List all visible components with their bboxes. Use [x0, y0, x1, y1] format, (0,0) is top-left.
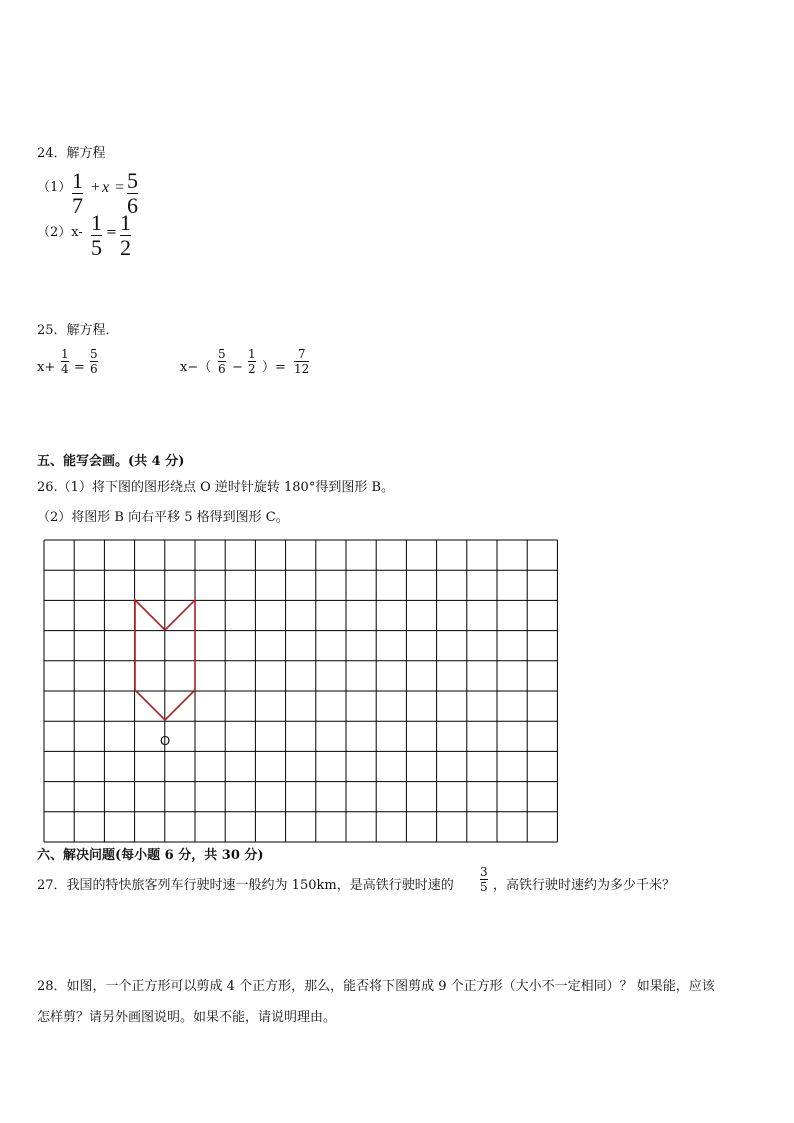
section6-title: 六、解决问题(每小题 6 分，共 30 分) — [37, 848, 264, 863]
q28-line2: 怎样剪？请另外画图说明。如果不能，请说明理由。 — [37, 1010, 337, 1025]
q27-text-pre: 27．我国的特快旅客列车行驶时速一般约为 150km，是高铁行驶时速的 — [37, 878, 454, 893]
q24-p1-label: （1） — [37, 180, 72, 195]
q25-e2-frac2: 1 2 — [248, 347, 256, 376]
q24-p2-frac1: 1 5 — [91, 210, 102, 260]
q25-e2-frac3: 7 12 — [294, 347, 310, 376]
q24-p2-eq: = — [106, 225, 117, 240]
q26-line1: 26.（1）将下图的图形绕点 O 逆时针旋转 180°得到图形 B。 — [37, 480, 394, 495]
point-o-label: O — [160, 733, 171, 748]
grid-lines — [44, 540, 557, 842]
q24-p1-frac2: 5 6 — [127, 168, 138, 218]
q24-p1-frac1: 1 7 — [72, 168, 83, 218]
q26-line2: （2）将图形 B 向右平移 5 格得到图形 C。 — [37, 510, 289, 525]
q25-e2-close: ）= — [262, 360, 286, 375]
q24-p2-frac2: 1 2 — [120, 210, 131, 260]
q25-e2-minus: − — [232, 360, 243, 375]
q25-e2-pre: x−（ — [180, 360, 212, 375]
q24-p1-plus: + — [90, 179, 101, 196]
q25-e1-frac1: 1 4 — [61, 347, 69, 376]
q28-line1: 28．如图，一个正方形可以剪成 4 个正方形，那么，能否将下图剪成 9 个正方形（大小不一定相同）？ 如果能，应该 — [37, 979, 715, 994]
q24-p2-label: （2）x- — [37, 225, 83, 240]
q27-fraction: 3 5 — [480, 865, 488, 894]
q24-p1-var: x — [102, 179, 110, 196]
q24-title: 24．解方程 — [37, 146, 106, 161]
q25-e1-pre: x+ — [37, 360, 56, 375]
q24-p1-eq: = — [114, 179, 125, 196]
q25-e2-frac1: 5 6 — [218, 347, 226, 376]
q27-text-post: ，高铁行驶时速约为多少千米？ — [493, 878, 676, 893]
q25-e1-eq: = — [74, 360, 85, 375]
q25-title: 25．解方程． — [37, 323, 119, 338]
q25-e1-frac2: 5 6 — [90, 347, 98, 376]
section5-title: 五、能写会画。(共 4 分) — [37, 454, 185, 469]
